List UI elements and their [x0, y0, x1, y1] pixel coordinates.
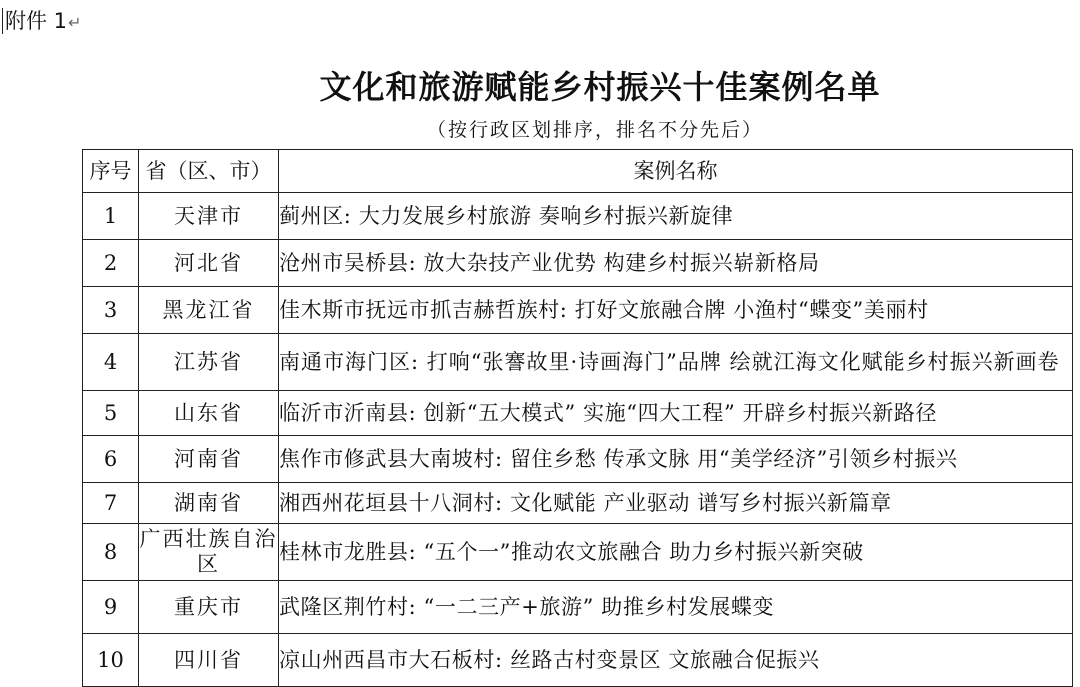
table-row: [83, 436, 1073, 483]
table-header-row: [83, 150, 1073, 193]
case-list-table: [82, 149, 1073, 687]
table-row: [83, 581, 1073, 634]
row-province: 山东省: [139, 391, 279, 436]
row-case-name: 桂林市龙胜县: “五个一”推动农文旅融合 助力乡村振兴新突破: [279, 524, 1073, 581]
table-row: [83, 287, 1073, 334]
row-number: 9: [83, 581, 139, 634]
row-number: 3: [83, 287, 139, 334]
row-case-name: 南通市海门区: 打响“张謇故里·诗画海门”品牌 绘就江海文化赋能乡村振兴新画卷: [279, 334, 1073, 391]
row-case-name: 临沂市沂南县: 创新“五大模式” 实施“四大工程” 开辟乡村振兴新路径: [279, 391, 1073, 436]
paragraph-mark-icon: ↵: [68, 13, 82, 32]
row-number: 1: [83, 193, 139, 240]
row-case-name: 佳木斯市抚远市抓吉赫哲族村: 打好文旅融合牌 小渔村“蝶变”美丽村: [279, 287, 1073, 334]
table-row: [83, 193, 1073, 240]
text-cursor: [2, 8, 3, 34]
table-row: [83, 483, 1073, 524]
row-province: 河南省: [139, 436, 279, 483]
row-province: 河北省: [139, 240, 279, 287]
row-province: 广西壮族自治区: [139, 524, 279, 581]
row-number: 10: [83, 634, 139, 687]
row-province: 湖南省: [139, 483, 279, 524]
attachment-label: [5, 6, 81, 38]
header-number: 序号: [83, 150, 139, 193]
document-title: 文化和旅游赋能乡村振兴十佳案例名单: [319, 68, 881, 106]
table-row: [83, 240, 1073, 287]
table-row: [83, 634, 1073, 687]
document-subtitle: （按行政区划排序，排名不分先后）: [426, 119, 763, 141]
row-case-name: 焦作市修武县大南坡村: 留住乡愁 传承文脉 用“美学经济”引领乡村振兴: [279, 436, 1073, 483]
row-province: 黑龙江省: [139, 287, 279, 334]
row-number: 8: [83, 524, 139, 581]
header-case-name: 案例名称: [279, 150, 1073, 193]
row-case-name: 凉山州西昌市大石板村: 丝路古村变景区 文旅融合促振兴: [279, 634, 1073, 687]
table-row: [83, 391, 1073, 436]
table-row: [83, 524, 1073, 581]
row-province: 四川省: [139, 634, 279, 687]
row-case-name: 湘西州花垣县十八洞村: 文化赋能 产业驱动 谱写乡村振兴新篇章: [279, 483, 1073, 524]
row-number: 4: [83, 334, 139, 391]
row-case-name: 武隆区荆竹村: “一二三产+旅游” 助推乡村发展蝶变: [279, 581, 1073, 634]
row-case-name: 沧州市吴桥县: 放大杂技产业优势 构建乡村振兴崭新格局: [279, 240, 1073, 287]
table-row: [83, 334, 1073, 391]
row-province: 重庆市: [139, 581, 279, 634]
row-province: 江苏省: [139, 334, 279, 391]
row-number: 6: [83, 436, 139, 483]
row-number: 5: [83, 391, 139, 436]
row-case-name: 蓟州区: 大力发展乡村旅游 奏响乡村振兴新旋律: [279, 193, 1073, 240]
header-province: 省（区、市）: [139, 150, 279, 193]
row-number: 2: [83, 240, 139, 287]
row-number: 7: [83, 483, 139, 524]
attachment-label-text: 附件 1: [5, 9, 68, 33]
row-province: 天津市: [139, 193, 279, 240]
